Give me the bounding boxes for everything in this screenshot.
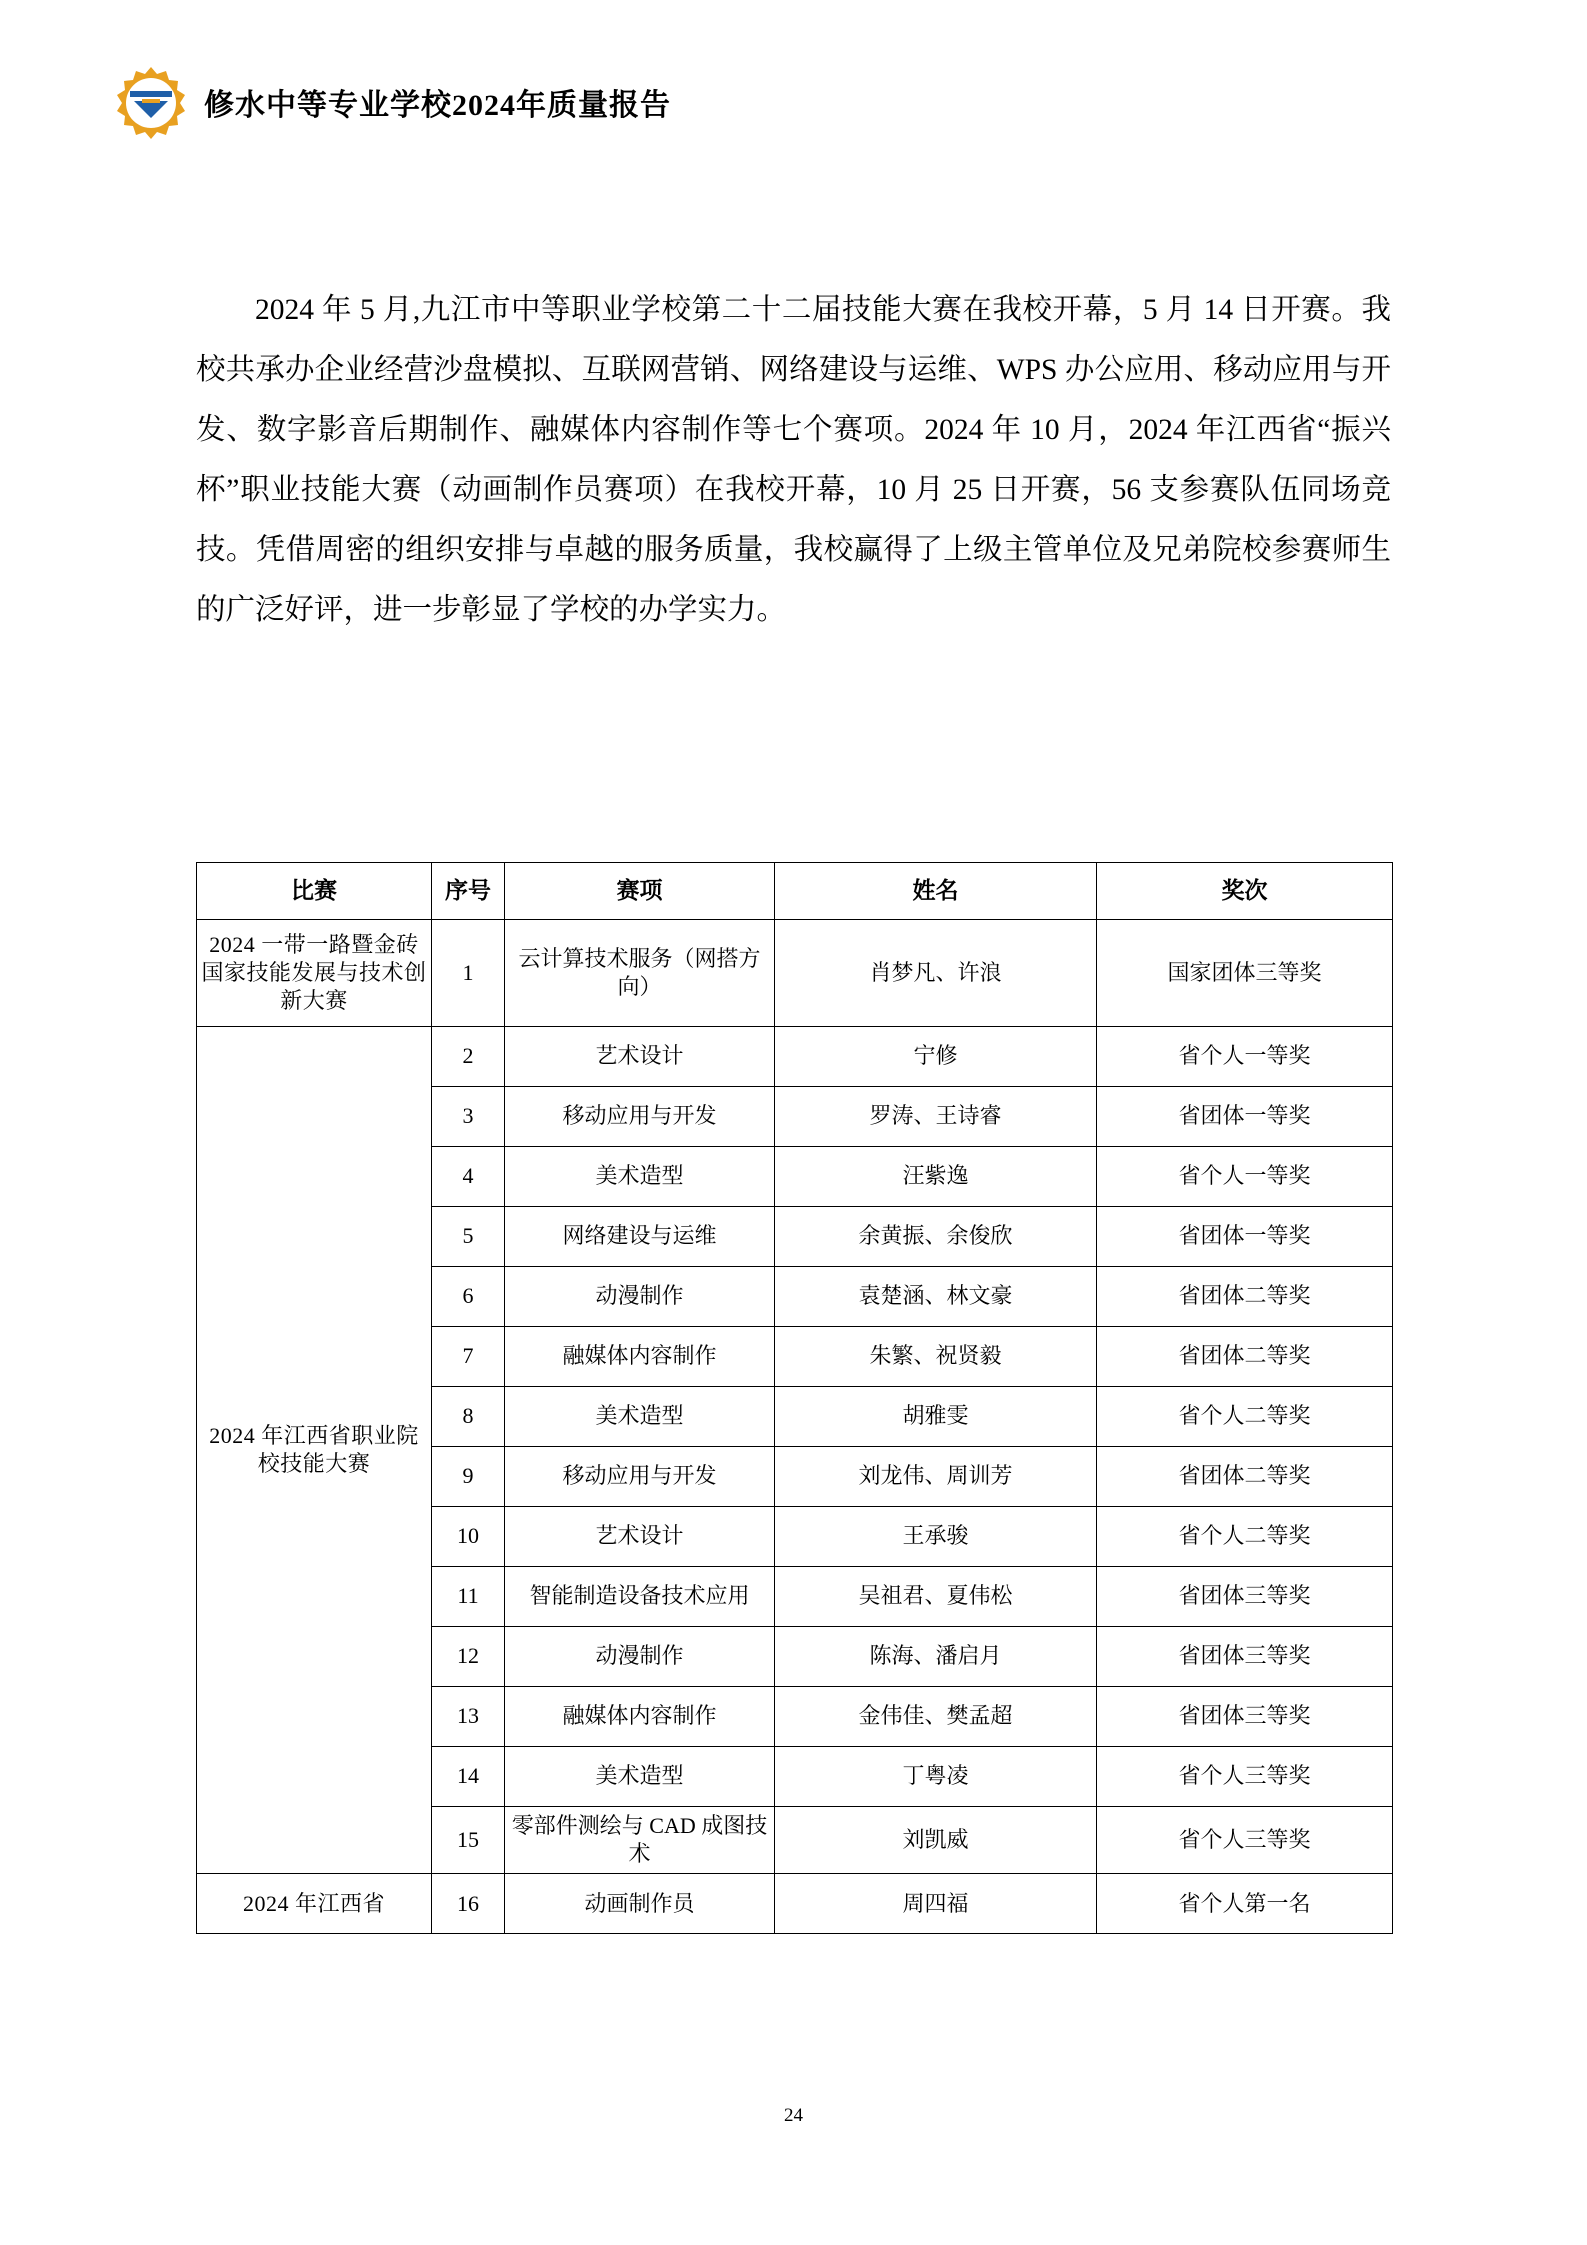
cell-award: 省团体二等奖 <box>1097 1327 1393 1387</box>
table-header-competition: 比赛 <box>197 863 432 920</box>
cell-no: 10 <box>432 1507 505 1567</box>
cell-item: 融媒体内容制作 <box>505 1327 775 1387</box>
table-row <box>197 1027 1393 1087</box>
cell-award: 省个人二等奖 <box>1097 1387 1393 1447</box>
cell-name: 肖梦凡、许浪 <box>775 920 1097 1027</box>
cell-item: 网络建设与运维 <box>505 1207 775 1267</box>
cell-name: 宁修 <box>775 1027 1097 1087</box>
cell-name: 罗涛、王诗睿 <box>775 1087 1097 1147</box>
cell-no: 7 <box>432 1327 505 1387</box>
cell-no: 16 <box>432 1874 505 1934</box>
cell-award: 省个人二等奖 <box>1097 1507 1393 1567</box>
cell-item: 移动应用与开发 <box>505 1087 775 1147</box>
page-header <box>112 62 1475 142</box>
cell-name: 陈海、潘启月 <box>775 1627 1097 1687</box>
cell-no: 11 <box>432 1567 505 1627</box>
award-table-body <box>197 920 1393 1934</box>
cell-competition: 2024 年江西省职业院校技能大赛 <box>197 1027 432 1874</box>
cell-name: 王承骏 <box>775 1507 1097 1567</box>
cell-name: 丁粤凌 <box>775 1747 1097 1807</box>
main-content <box>196 280 1391 640</box>
cell-item: 零部件测绘与 CAD 成图技术 <box>505 1807 775 1874</box>
table-header-row <box>197 863 1393 920</box>
cell-award: 省团体二等奖 <box>1097 1267 1393 1327</box>
cell-name: 周四福 <box>775 1874 1097 1934</box>
cell-award: 省个人三等奖 <box>1097 1747 1393 1807</box>
cell-award: 省个人三等奖 <box>1097 1807 1393 1874</box>
cell-name: 刘凯威 <box>775 1807 1097 1874</box>
cell-item: 艺术设计 <box>505 1507 775 1567</box>
cell-award: 省团体一等奖 <box>1097 1207 1393 1267</box>
cell-name: 余黄振、余俊欣 <box>775 1207 1097 1267</box>
cell-item: 动漫制作 <box>505 1627 775 1687</box>
cell-no: 5 <box>432 1207 505 1267</box>
cell-award: 省个人第一名 <box>1097 1874 1393 1934</box>
cell-name: 胡雅雯 <box>775 1387 1097 1447</box>
school-gear-logo-icon <box>112 63 190 141</box>
cell-no: 8 <box>432 1387 505 1447</box>
cell-no: 2 <box>432 1027 505 1087</box>
cell-name: 朱繁、祝贤毅 <box>775 1327 1097 1387</box>
award-table <box>196 862 1393 1934</box>
cell-no: 15 <box>432 1807 505 1874</box>
cell-no: 14 <box>432 1747 505 1807</box>
cell-award: 国家团体三等奖 <box>1097 920 1393 1027</box>
body-paragraph: 2024 年 5 月,九江市中等职业学校第二十二届技能大赛在我校开幕，5 月 14 日开赛。我校共承办企业经营沙盘模拟、互联网营销、网络建设与运维、WPS 办公应用、移动应用与开发、数字影音后期制作、融媒体内容制作等七个赛项。2024 年 10 月，2024 年江西省“振兴杯”职业技能大赛（动画制作员赛项）在我校开幕，10 月 25 日开赛，56 支参赛队伍同场竞技。凭借周密的组织安排与卓越的服务质量，我校赢得了上级主管单位及兄弟院校参赛师生的广泛好评，进一步彰显了学校的办学实力。 <box>196 294 1391 626</box>
cell-no: 1 <box>432 920 505 1027</box>
cell-item: 智能制造设备技术应用 <box>505 1567 775 1627</box>
cell-item: 移动应用与开发 <box>505 1447 775 1507</box>
cell-competition: 2024 年江西省 <box>197 1874 432 1934</box>
award-table-container <box>196 862 1392 1934</box>
table-row <box>197 1874 1393 1934</box>
cell-no: 4 <box>432 1147 505 1207</box>
page-footer <box>0 2105 1587 2127</box>
cell-item: 美术造型 <box>505 1747 775 1807</box>
cell-item: 美术造型 <box>505 1387 775 1447</box>
cell-award: 省个人一等奖 <box>1097 1147 1393 1207</box>
cell-item: 艺术设计 <box>505 1027 775 1087</box>
page-number: 24 <box>784 2105 803 2126</box>
cell-name: 汪紫逸 <box>775 1147 1097 1207</box>
cell-award: 省团体二等奖 <box>1097 1447 1393 1507</box>
cell-competition: 2024 一带一路暨金砖国家技能发展与技术创新大赛 <box>197 920 432 1027</box>
cell-award: 省个人一等奖 <box>1097 1027 1393 1087</box>
cell-award: 省团体一等奖 <box>1097 1087 1393 1147</box>
cell-item: 动画制作员 <box>505 1874 775 1934</box>
table-header-no: 序号 <box>432 863 505 920</box>
table-header-item: 赛项 <box>505 863 775 920</box>
cell-no: 13 <box>432 1687 505 1747</box>
cell-award: 省团体三等奖 <box>1097 1687 1393 1747</box>
cell-item: 云计算技术服务（网搭方向） <box>505 920 775 1027</box>
page-title: 修水中等专业学校2024年质量报告 <box>204 89 671 122</box>
cell-no: 9 <box>432 1447 505 1507</box>
cell-name: 吴祖君、夏伟松 <box>775 1567 1097 1627</box>
cell-award: 省团体三等奖 <box>1097 1567 1393 1627</box>
cell-name: 刘龙伟、周训芳 <box>775 1447 1097 1507</box>
cell-award: 省团体三等奖 <box>1097 1627 1393 1687</box>
cell-no: 12 <box>432 1627 505 1687</box>
cell-no: 3 <box>432 1087 505 1147</box>
table-row <box>197 920 1393 1027</box>
cell-name: 金伟佳、樊孟超 <box>775 1687 1097 1747</box>
cell-item: 动漫制作 <box>505 1267 775 1327</box>
cell-item: 美术造型 <box>505 1147 775 1207</box>
cell-name: 袁楚涵、林文豪 <box>775 1267 1097 1327</box>
table-header-award: 奖次 <box>1097 863 1393 920</box>
cell-no: 6 <box>432 1267 505 1327</box>
cell-item: 融媒体内容制作 <box>505 1687 775 1747</box>
table-header-name: 姓名 <box>775 863 1097 920</box>
